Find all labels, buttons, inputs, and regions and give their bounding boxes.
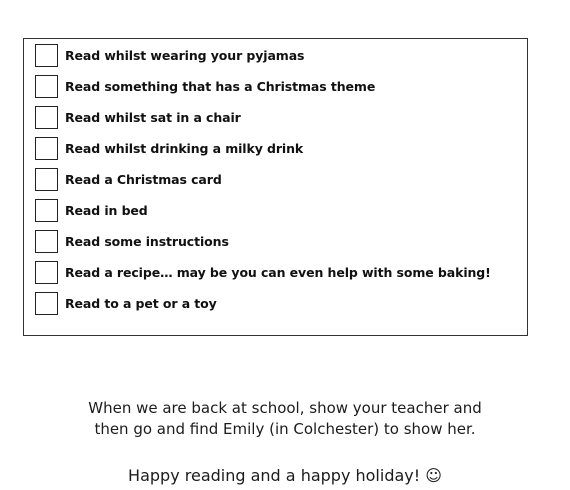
checklist-item-label: Read something that has a Christmas theme — [65, 78, 376, 94]
checkbox[interactable] — [35, 261, 58, 284]
checklist-item[interactable] — [35, 73, 375, 99]
checklist-item[interactable] — [35, 42, 304, 68]
checklist-item-label: Read whilst drinking a milky drink — [65, 140, 304, 156]
checklist-item[interactable] — [35, 197, 148, 223]
instructions-text — [0, 398, 570, 440]
checklist-item-label: Read whilst wearing your pyjamas — [65, 47, 305, 63]
checklist-item-label: Read a Christmas card — [65, 171, 222, 187]
checklist-item[interactable] — [35, 166, 222, 192]
checklist-item-label: Read a recipe… may be you can even help with some baking! — [65, 264, 491, 280]
checkbox[interactable] — [35, 44, 58, 67]
checkbox[interactable] — [35, 137, 58, 160]
checkbox[interactable] — [35, 75, 58, 98]
checklist-item[interactable] — [35, 104, 241, 130]
reading-checklist — [23, 38, 528, 336]
checklist-item-label: Read whilst sat in a chair — [65, 109, 241, 125]
checkbox[interactable] — [35, 199, 58, 222]
checklist-item[interactable] — [35, 259, 491, 285]
checklist-item[interactable] — [35, 228, 229, 254]
checklist-item[interactable] — [35, 290, 217, 316]
checkbox[interactable] — [35, 106, 58, 129]
checklist-item[interactable] — [35, 135, 303, 161]
instructions-line: then go and find Emily (in Colchester) to show her. — [94, 420, 476, 438]
instructions-line: When we are back at school, show your teacher and — [88, 399, 482, 417]
checkbox[interactable] — [35, 292, 58, 315]
sign-off-text: Happy reading and a happy holiday! ☺ — [128, 466, 442, 485]
checkbox[interactable] — [35, 168, 58, 191]
checklist-item-label: Read in bed — [65, 202, 148, 218]
checklist-item-label: Read some instructions — [65, 233, 229, 249]
checklist-item-label: Read to a pet or a toy — [65, 295, 217, 311]
checkbox[interactable] — [35, 230, 58, 253]
